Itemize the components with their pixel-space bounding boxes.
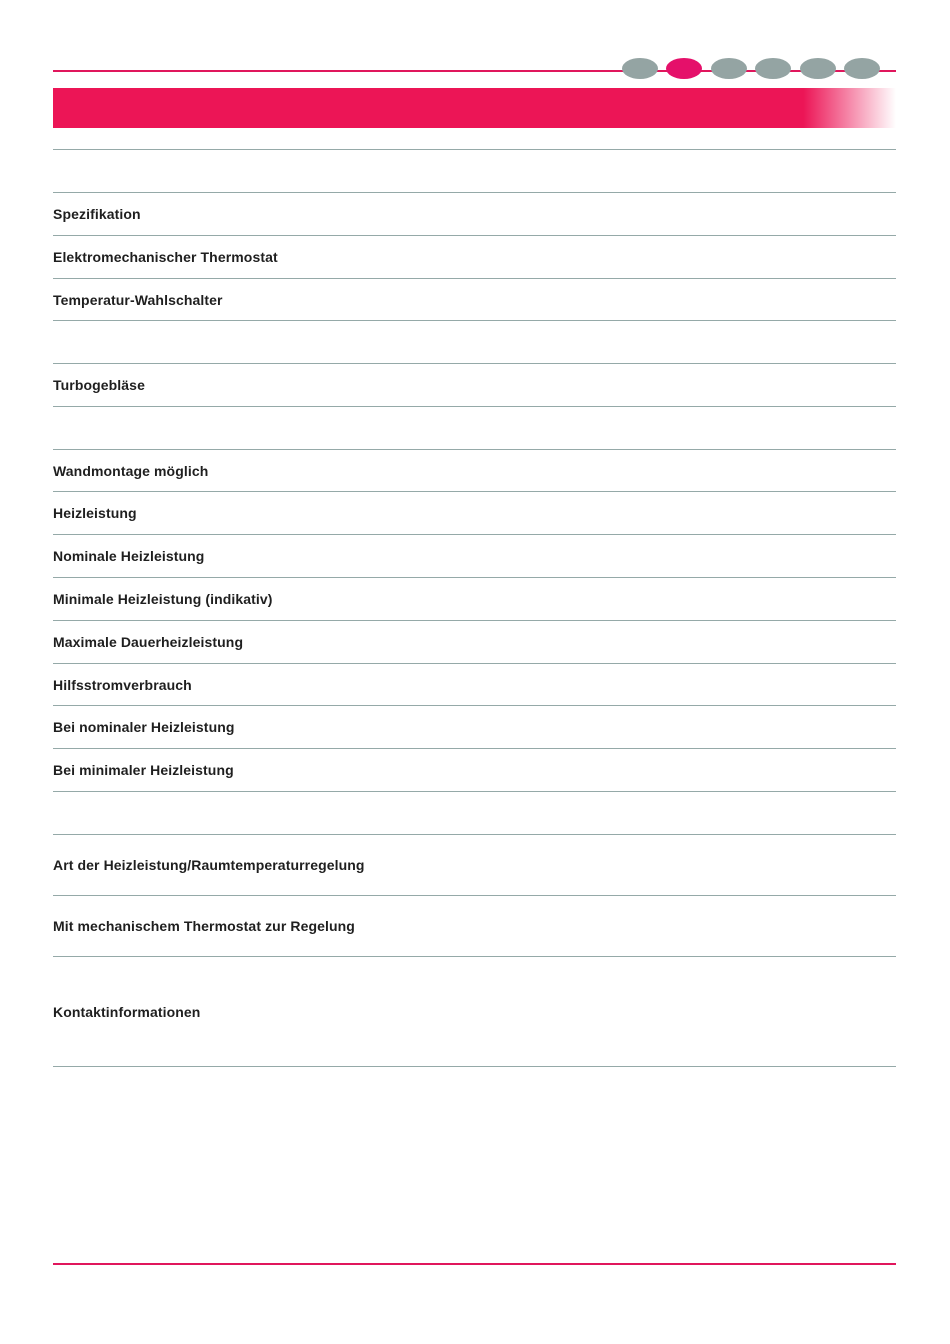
row-label: Nominale Heizleistung	[53, 548, 205, 564]
row-label: Bei minimaler Heizleistung	[53, 762, 234, 778]
page-dot-3[interactable]	[711, 58, 747, 79]
row-label: Wandmontage möglich	[53, 462, 209, 479]
table-row	[53, 748, 896, 791]
table-row	[53, 235, 896, 278]
page-dot-6[interactable]	[844, 58, 880, 79]
table-row	[53, 620, 896, 663]
row-label: Spezifikation	[53, 206, 141, 222]
table-row	[53, 834, 896, 895]
row-label: Elektromechanischer Thermostat	[53, 249, 278, 265]
row-label: Kontaktinformationen	[53, 1003, 201, 1020]
page-dot-2-active[interactable]	[666, 58, 702, 79]
table-row	[53, 895, 896, 956]
row-label: Minimale Heizleistung (indikativ)	[53, 591, 273, 607]
table-row	[53, 577, 896, 620]
spec-table	[53, 149, 896, 1067]
title-banner	[53, 88, 896, 128]
table-row	[53, 278, 896, 320]
table-row	[53, 192, 896, 235]
table-row	[53, 534, 896, 577]
row-label: Temperatur-Wahlschalter	[53, 291, 223, 308]
table-row	[53, 449, 896, 491]
row-label: Hilfsstromverbrauch	[53, 676, 192, 693]
table-row	[53, 705, 896, 748]
row-label: Maximale Dauerheizleistung	[53, 634, 244, 650]
table-row	[53, 149, 896, 192]
row-label: Heizleistung	[53, 505, 137, 521]
table-row	[53, 320, 896, 363]
table-row	[53, 663, 896, 705]
page-indicator	[622, 58, 882, 80]
page-dot-5[interactable]	[800, 58, 836, 79]
page-dot-1[interactable]	[622, 58, 658, 79]
footer-rule	[53, 1263, 896, 1265]
table-row	[53, 491, 896, 534]
table-row	[53, 956, 896, 1067]
page-dot-4[interactable]	[755, 58, 791, 79]
table-row	[53, 406, 896, 449]
table-row	[53, 363, 896, 406]
row-label: Turbogebläse	[53, 377, 145, 393]
row-label: Bei nominaler Heizleistung	[53, 719, 235, 735]
table-row	[53, 791, 896, 834]
row-label: Mit mechanischem Thermostat zur Regelung	[53, 918, 355, 934]
row-label: Art der Heizleistung/Raumtemperaturregelung	[53, 857, 365, 873]
